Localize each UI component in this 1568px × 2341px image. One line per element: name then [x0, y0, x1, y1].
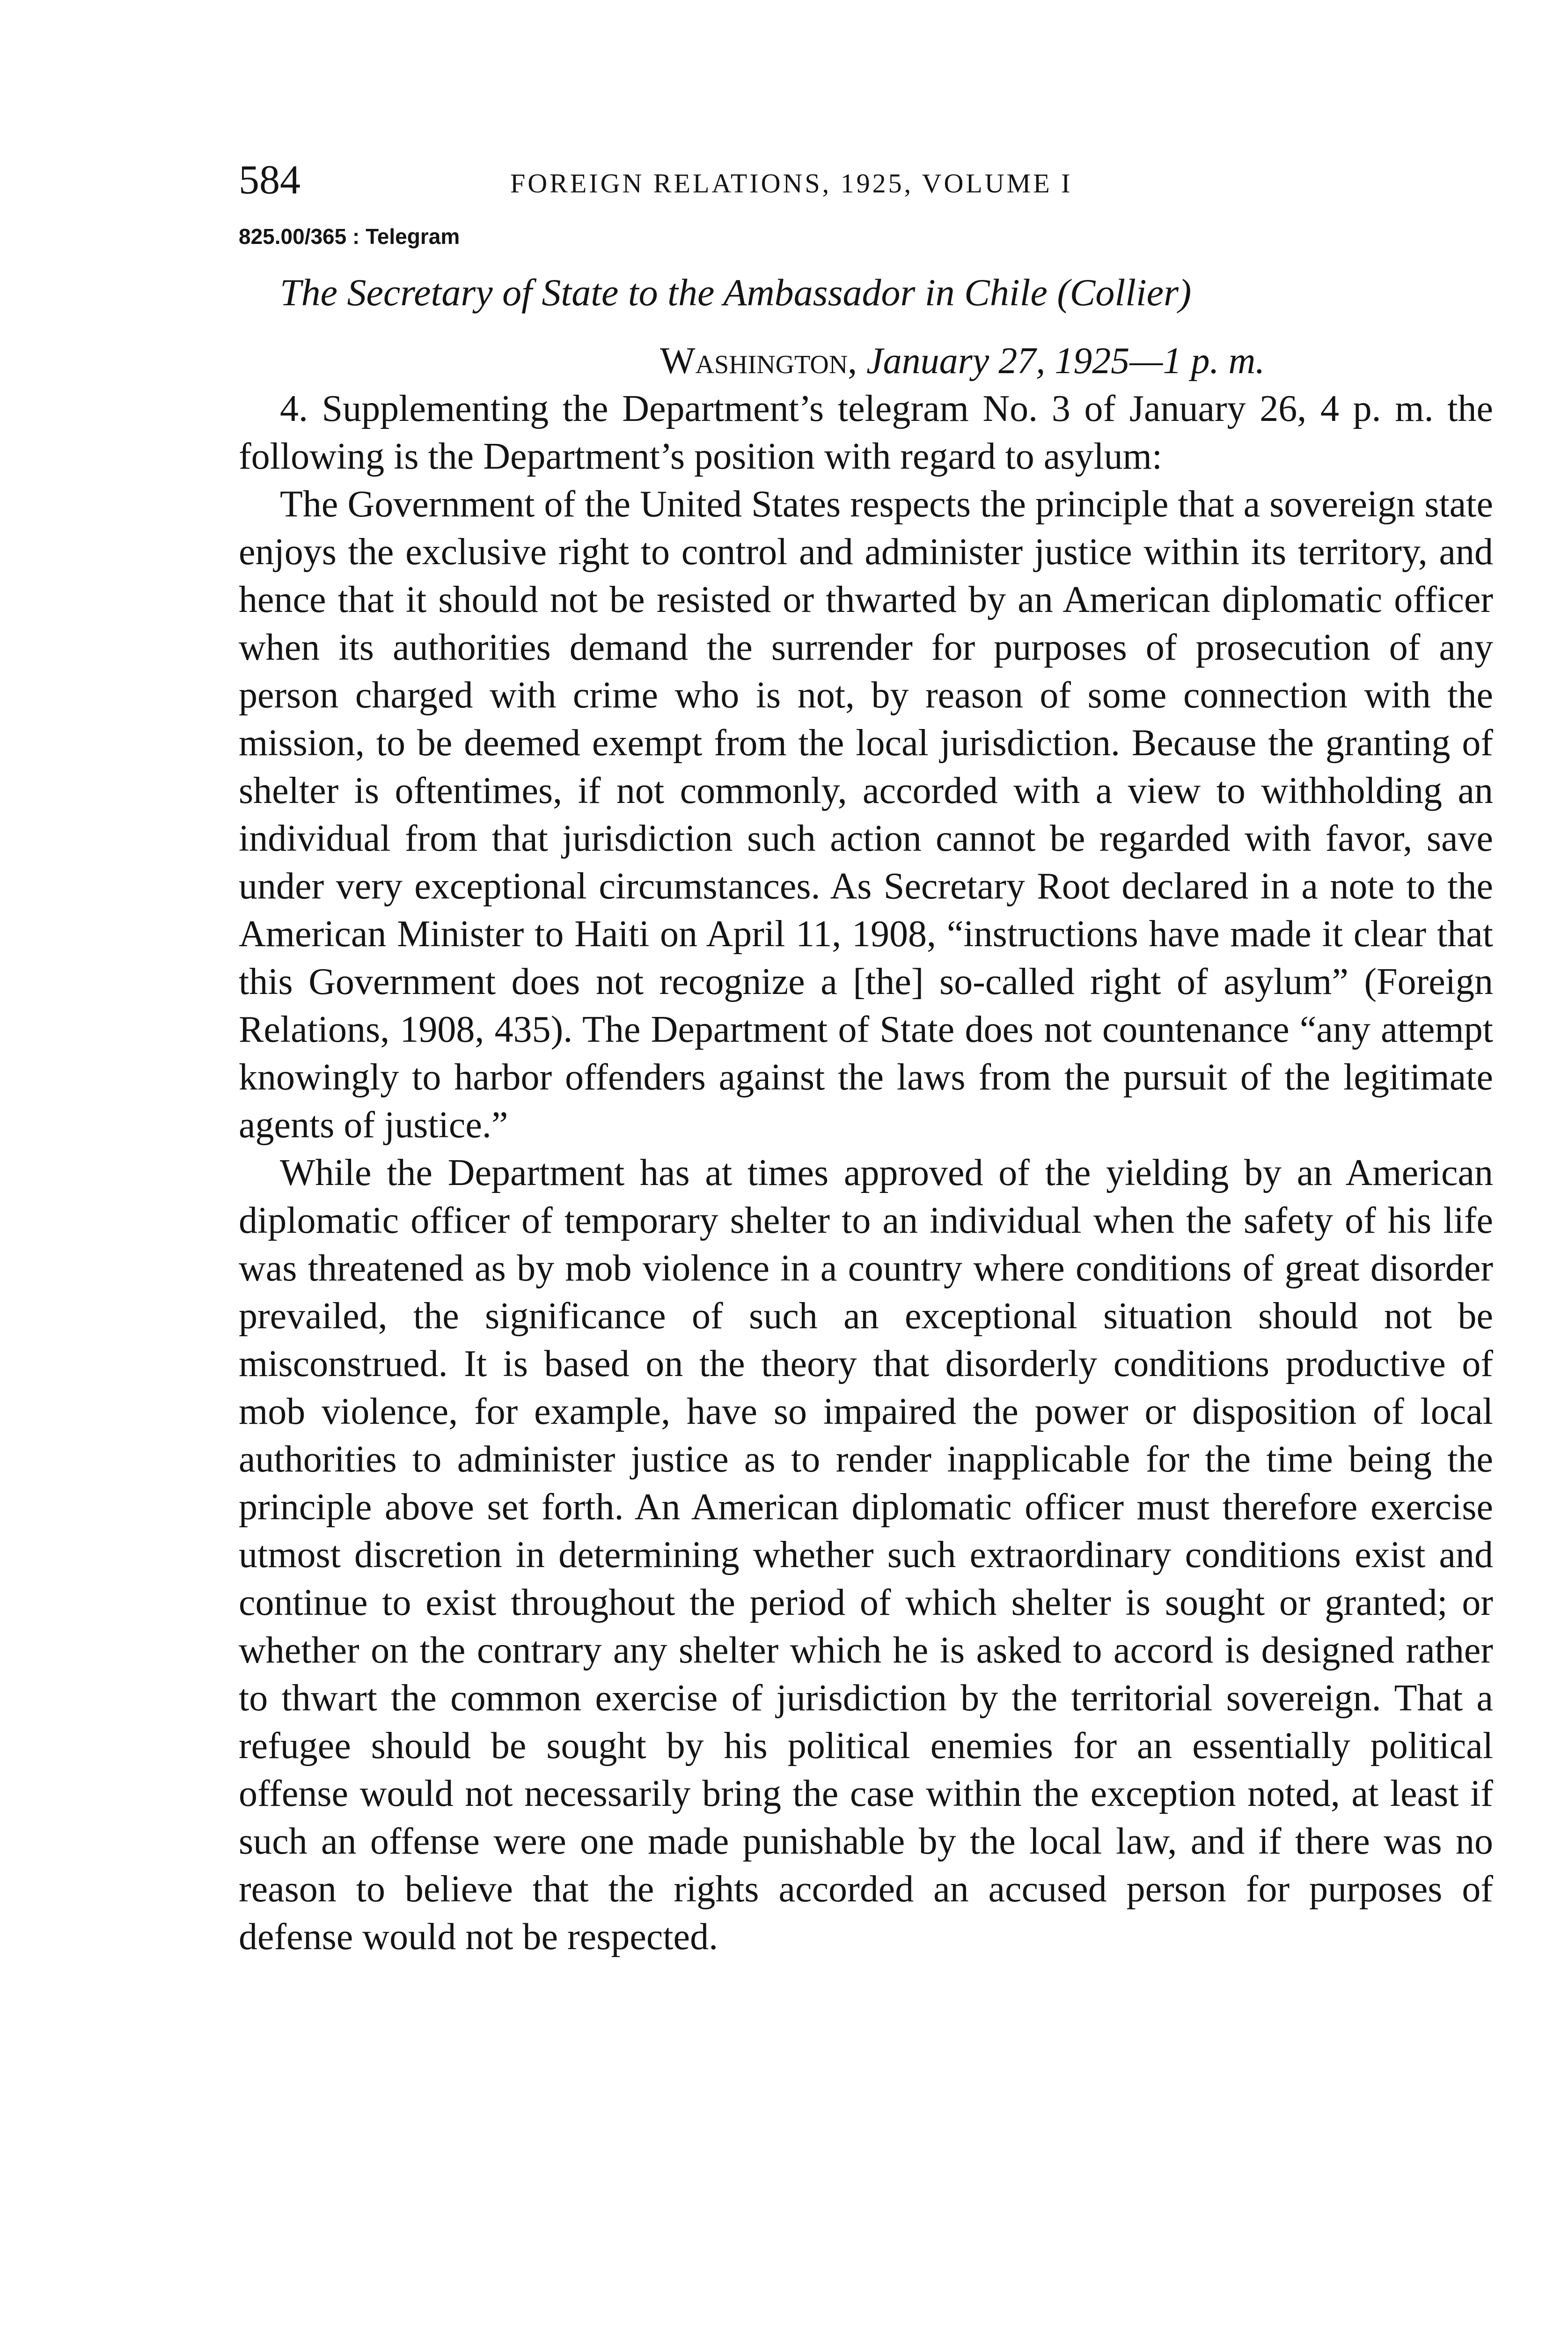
- document-page: [239, 155, 1493, 1961]
- running-header: [239, 155, 1493, 206]
- paragraph-1: 4. Supplementing the Department’s telegram No. 3 of January 26, 4 p. m. the following is the Department’s position with regard to asylum:: [239, 388, 1493, 477]
- dateline-place: Washington,: [660, 340, 857, 382]
- file-reference: 825.00/365 : Telegram: [239, 224, 460, 249]
- dateline: [239, 337, 1493, 385]
- dateline-date: January 27, 1925—1 p. m.: [866, 340, 1265, 382]
- telegram-body: [239, 385, 1493, 1961]
- page-number: 584: [239, 157, 300, 203]
- running-title: FOREIGN RELATIONS, 1925, VOLUME I: [510, 168, 1073, 199]
- paragraph-2: The Government of the United States respects the principle that a sovereign state enjoys the exclusive right to control and administer justice within its territory, and hence that it should not be resisted or thwarted by an American diplomatic officer when its authorities demand the surrender for purposes of prosecution of any person charged with crime who is not, by reason of some connection with the mission, to be deemed exempt from the local jurisdiction. Because the granting of shelter is oftentimes, if not commonly, accorded with a view to withholding an individual from that jurisdiction such action cannot be regarded with favor, save under very exceptional circumstances. As Secretary Root declared in a note to the American Minister to Haiti on April 11, 1908, “instructions have made it clear that this Government does not recognize a [the] so-called right of asylum” (Foreign Relations, 1908, 435). The Department of State does not countenance “any attempt knowingly to harbor offenders against the laws from the pursuit of the legitimate agents of justice.”: [239, 484, 1493, 1146]
- document-heading: The Secretary of State to the Ambassador in Chile (Collier): [280, 271, 1192, 314]
- paragraph-3: While the Department has at times approved of the yielding by an American diplomatic officer of temporary shelter to an individual when the safety of his life was threatened as by mob violence in a country where conditions of great disorder prevailed, the significance of such an exceptional situation should not be misconstrued. It is based on the theory that disorderly conditions productive of mob violence, for example, have so impaired the power or disposition of local authorities to administer justice as to render inapplicable for the time being the principle above set forth. An American diplomatic officer must therefore exercise utmost discretion in determining whether such extraordinary conditions exist and continue to exist throughout the period of which shelter is sought or granted; or whether on the contrary any shelter which he is asked to accord is designed rather to thwart the common exercise of jurisdiction by the territorial sovereign. That a refugee should be sought by his political enemies for an essentially political offense would not necessarily bring the case within the exception noted, at least if such an offense were one made punishable by the local law, and if there was no reason to believe that the rights accorded an accused person for purposes of defense would not be respected.: [239, 1152, 1493, 1958]
